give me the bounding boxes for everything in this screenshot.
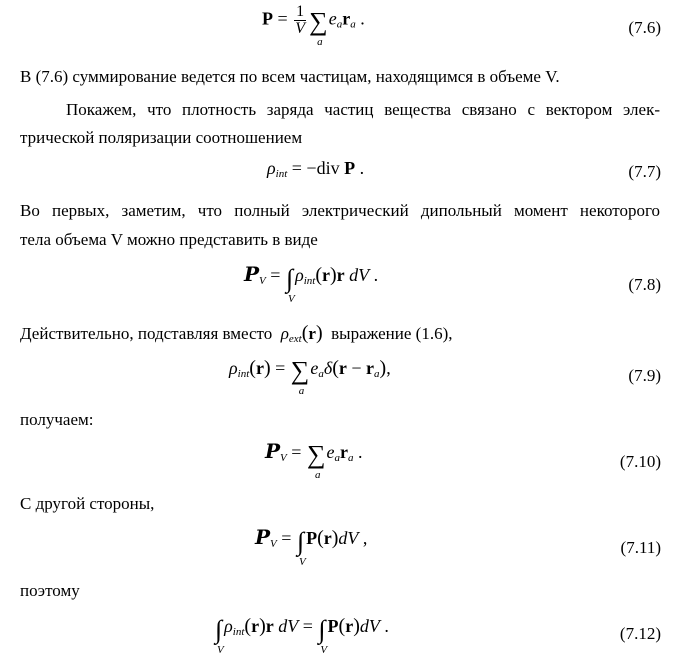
paragraph — [20, 322, 660, 350]
paragraph: получаем: — [20, 410, 94, 429]
equation-7-10: $P_V$ = ∑ a $e_ar_a$ . — [265, 439, 363, 481]
paragraph-text: Действительно, подставляя вместо — [20, 324, 273, 343]
equation-7-8: $P_V$ = ∫ V $\rho_{int}(r)r$ dV . — [244, 262, 379, 305]
equation-7-12: ∫ V $\rho_{int}(r)r$ dV = ∫ V P(r)dV . — [215, 615, 389, 656]
equation-number: (7.6) — [628, 18, 661, 37]
inline-formula: $\rho_{ext}(r)$ — [280, 322, 323, 345]
equation-number: (7.10) — [619, 452, 661, 471]
equation-number: (7.7) — [628, 162, 661, 181]
equation-7-9: $\rho_{int}(r)$ = ∑ a $e_a\delta(r - r_a)$, — [229, 356, 391, 397]
equation-7-6: P = $\frac{1}{V}$ ∑ a $e_ar_a$ . — [262, 3, 365, 48]
paragraph: поэтому — [20, 581, 80, 600]
equation-7-7: $\rho_{int} = -div$ P . — [267, 158, 365, 180]
paragraph-line: Покажем, что плотность заряда частиц вещества связано с вектором элек- — [66, 100, 660, 119]
equation-number: (7.8) — [628, 275, 661, 294]
paragraph-line: Во первых, заметим, что полный электрический дипольный момент некоторого — [20, 201, 660, 220]
paragraph-line: тела объема V можно представить в виде — [20, 230, 318, 249]
paragraph: В (7.6) суммирование ведется по всем частицам, находящимся в объеме V. — [20, 67, 560, 86]
equation-number: (7.11) — [620, 538, 661, 557]
equation-7-11: $P_V$ = ∫ V P(r)dV , — [255, 525, 368, 568]
paragraph-line: трической поляризации соотношением — [20, 128, 303, 147]
paragraph-text: выражение (1.6), — [331, 324, 453, 343]
paragraph: С другой стороны, — [20, 494, 155, 513]
equation-number: (7.9) — [628, 366, 661, 385]
equation-number: (7.12) — [619, 624, 661, 643]
